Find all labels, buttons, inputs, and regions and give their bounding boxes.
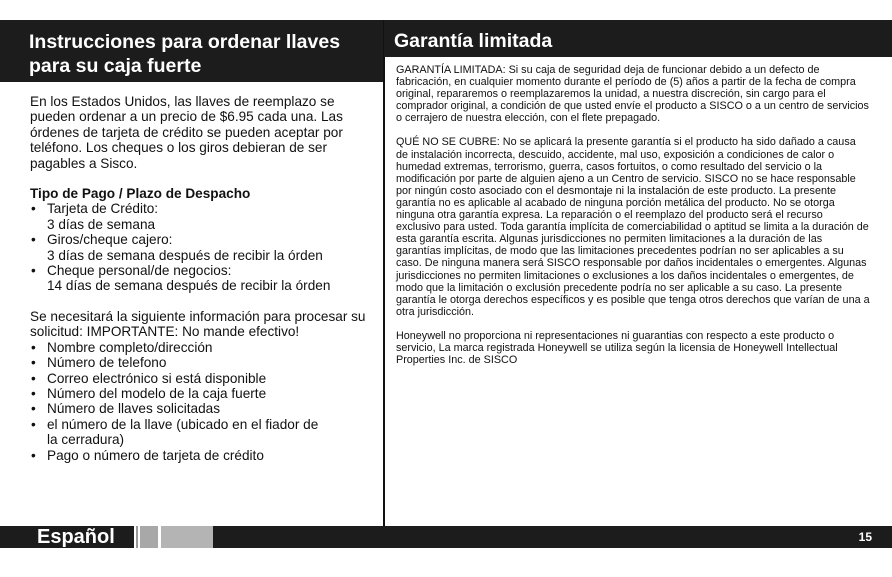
bullet-icon: • <box>31 385 36 401</box>
warranty-paragraph: Honeywell no proporciona ni representaciones ni guarantias con respecto a este producto o servicio, La marca registrada Honeywell se utiliza según la licensia de Honeywell Intellectual Properties Inc. de SISCO <box>396 329 838 367</box>
payment-method: Giros/cheque cajero: <box>47 232 173 248</box>
payment-heading: Tipo de Pago / Plazo de Despacho <box>30 186 251 202</box>
info-item: Número de llaves solicitadas <box>47 401 221 417</box>
warranty-section <box>384 20 892 526</box>
list-item <box>30 386 371 401</box>
language-label: Español <box>0 526 134 548</box>
info-item: Correo electrónico si está disponible <box>47 370 267 386</box>
info-item: Pago o número de tarjeta de crédito <box>47 447 264 463</box>
bullet-icon: • <box>31 355 36 371</box>
payment-method: Cheque personal/de negocios: <box>47 263 232 279</box>
list-item <box>30 417 371 448</box>
payment-method: Tarjeta de Crédito: <box>47 201 159 217</box>
bullet-icon: • <box>31 263 36 279</box>
list-item <box>30 263 371 294</box>
warranty-body <box>384 57 892 366</box>
info-item: Número de telefono <box>47 355 167 371</box>
payment-time: 14 días de semana después de recibir la órden <box>47 278 331 294</box>
info-item: el número de la llave (ubicado en el fiador de la cerradura) <box>47 416 319 448</box>
list-item <box>30 232 371 263</box>
footer-decoration <box>161 526 213 548</box>
bullet-icon: • <box>31 447 36 463</box>
footer-decoration <box>140 526 158 548</box>
list-item <box>30 355 371 370</box>
bullet-icon: • <box>31 201 36 217</box>
payment-time: 3 días de semana <box>47 216 156 232</box>
info-intro: Se necesitará la siguiente información para procesar su solicitud: IMPORTANTE: No mande efectivo! <box>30 308 366 340</box>
warranty-paragraph: GARANTÍA LIMITADA: Si su caja de seguridad deja de funcionar debido a un defecto de fabricación, en cualquier momento durante el período de (5) años a partir de la fecha de compra original, repararemos o reemplazaremos la unidad, a nuestra discreción, sin cargo para el comprador original, a condición de que usted envíe el producto a SISCO o a un centro de servicios o cerrajero de nuestra elección, con el flete prepagado. <box>396 64 869 125</box>
list-item <box>30 201 371 232</box>
list-item <box>30 340 371 355</box>
bullet-icon: • <box>31 339 36 355</box>
bullet-icon: • <box>31 401 36 417</box>
key-order-title: Instrucciones para ordenar llaves para su caja fuerte <box>0 20 383 82</box>
info-list <box>30 340 371 463</box>
page-footer <box>0 526 892 548</box>
key-order-intro: En los Estados Unidos, las llaves de reemplazo se pueden ordenar a un precio de $6.95 cada una. Las órdenes de tarjeta de crédito se pueden aceptar por teléfono. Los cheques o los giros debieran de ser pagables a Sisco. <box>30 94 343 171</box>
warranty-title: Garantía limitada <box>384 20 892 57</box>
bullet-icon: • <box>31 416 36 432</box>
bullet-icon: • <box>31 370 36 386</box>
key-order-body <box>0 82 383 463</box>
footer-bar <box>213 526 892 548</box>
list-item <box>30 371 371 386</box>
footer-decoration <box>136 526 138 548</box>
warranty-paragraph: QUÉ NO SE CUBRE: No se aplicará la presente garantía si el producto ha sido dañado a causa de instalación incorrecta, descuido, accidente, mal uso, exposición a condiciones de calor o humedad extremas, terrorismo, guerra, casos fortuitos, o como resultado del servicio o la modificación por parte de alguien ajeno a un Centro de servicio. SISCO no se hace responsable por ningún costo asociado con el desmontaje ni la instalación de este producto. La presente garantía no es aplicable al acabado de ninguna porción metálica del producto. No se otorga ninguna otra garantía expresa. La reparación o el reemplazo del producto será el recurso exclusivo para usted. Toda garantía implícita de comerciabilidad o aptitud se limita a la duración de esta garantía escrita. Algunas jurisdicciones no permiten limitaciones a la duración de las garantías implícitas, de modo que las limitaciones precedentes podrían no ser aplicables a su caso. De ninguna manera será SISCO responsable por daños incidentales o emergentes. Algunas jurisdicciones no permiten limitaciones o exclusiones a los daños incidentales o emergentes, de modo que la limitación o exclusión precedente podría no ser aplicable a su caso. La presente garantía le otorga derechos específicos y es posible que tenga otros derechos que varían de una a otra jurisdicción. <box>396 136 870 318</box>
list-item <box>30 448 371 463</box>
info-item: Número del modelo de la caja fuerte <box>47 385 267 401</box>
info-item: Nombre completo/dirección <box>47 339 213 355</box>
bullet-icon: • <box>31 232 36 248</box>
list-item <box>30 401 371 416</box>
payment-time: 3 días de semana después de recibir la órden <box>47 247 323 263</box>
payment-list <box>30 201 371 293</box>
key-order-section <box>0 20 383 526</box>
page-number: 15 <box>858 530 872 544</box>
